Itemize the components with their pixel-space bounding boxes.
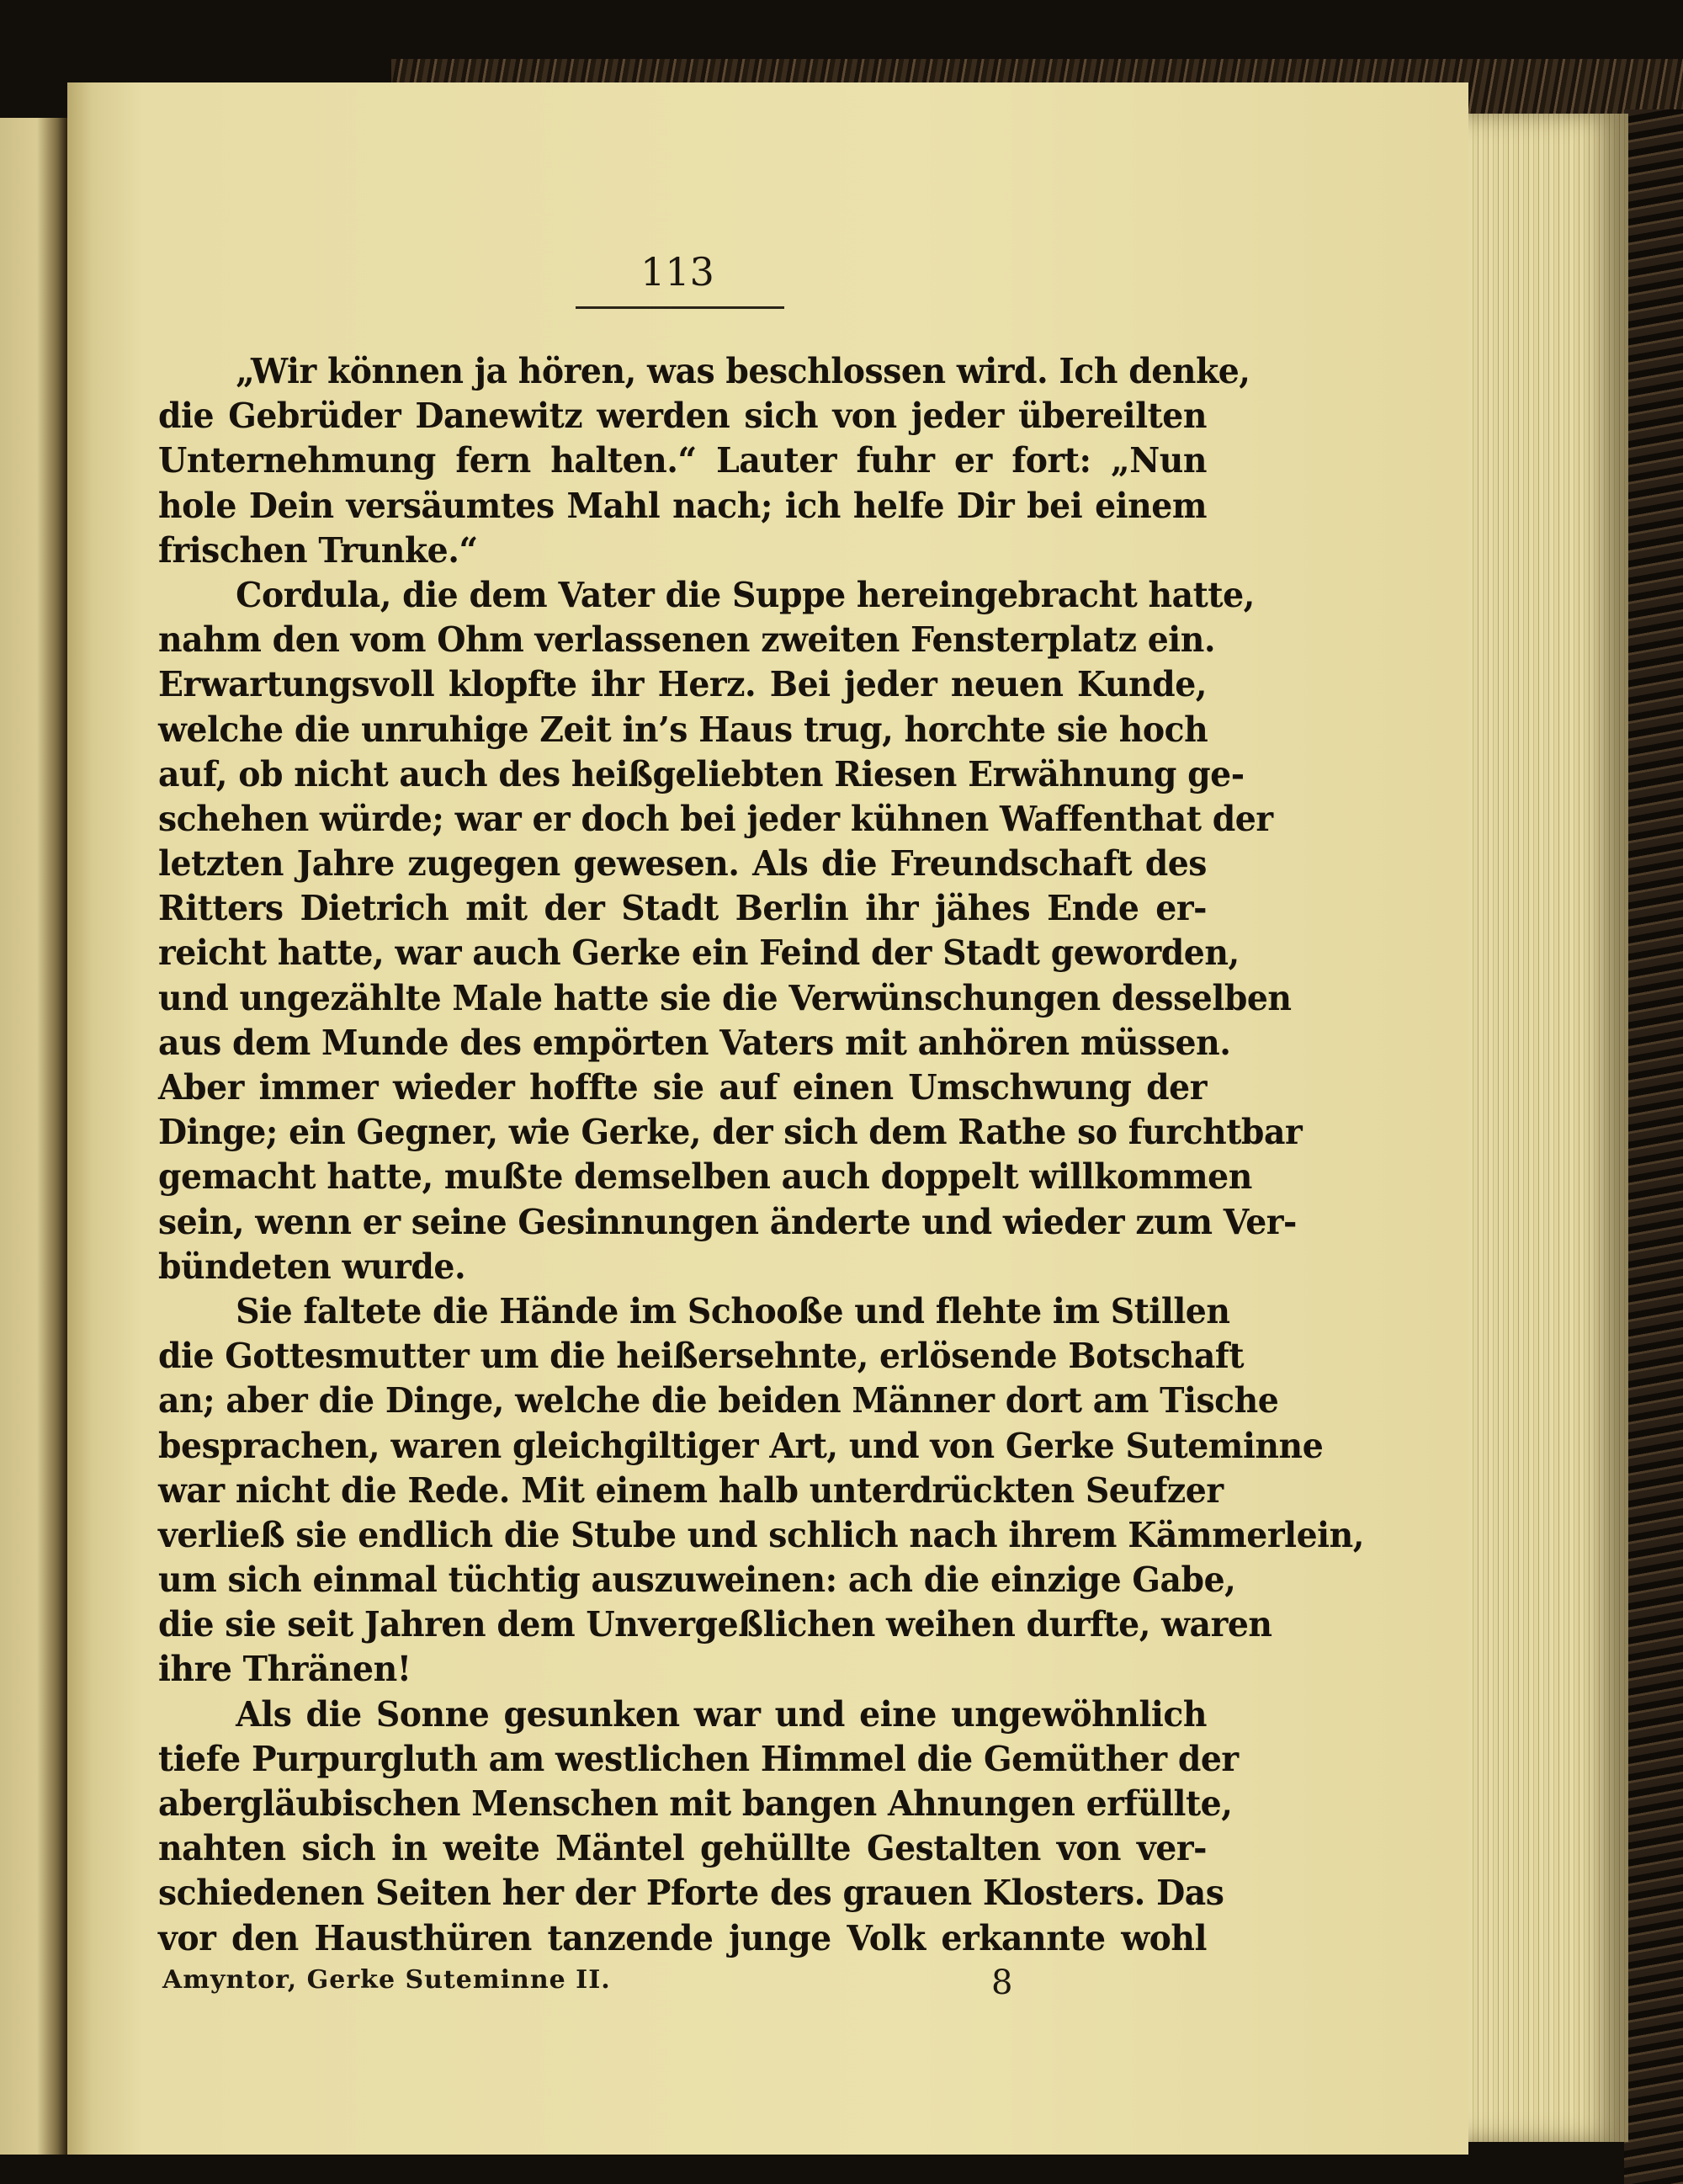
text-line: die sie seit Jahren dem Unvergeßlichen weihen durfte, waren — [158, 1604, 1272, 1645]
text-line: Erwartungsvoll klopfte ihr Herz. Bei jeder neuen Kunde, — [158, 664, 1207, 705]
signature-mark: 8 — [991, 1963, 1013, 2002]
text-line: und ungezählte Male hatte sie die Verwünschungen desselben — [158, 977, 1292, 1018]
text-line: reicht hatte, war auch Gerke ein Feind der Stadt geworden, — [158, 933, 1240, 974]
text-line: schehen würde; war er doch bei jeder kühnen Waffenthat der — [158, 798, 1273, 839]
text-line: die Gebrüder Danewitz werden sich von jeder übereilten — [158, 396, 1207, 437]
text-line: nahten sich in weite Mäntel gehüllte Gestalten von ver- — [158, 1828, 1207, 1869]
body-text — [158, 349, 1364, 1961]
page-stack-edges — [1468, 114, 1628, 2142]
text-line: abergläubischen Menschen mit bangen Ahnungen erfüllte, — [158, 1783, 1233, 1824]
text-line: Cordula, die dem Vater die Suppe hereingebracht hatte, — [236, 574, 1255, 615]
text-line: um sich einmal tüchtig auszuweinen: ach die einzige Gabe, — [158, 1560, 1236, 1601]
text-line: schiedenen Seiten her der Pforte des grauen Klosters. Das — [158, 1873, 1224, 1914]
page-footer — [162, 1965, 1088, 2007]
text-line: hole Dein versäumtes Mahl nach; ich helfe Dir bei einem — [158, 485, 1207, 526]
text-line: vor den Hausthüren tanzende junge Volk erkannte wohl — [158, 1917, 1207, 1958]
text-line: gemacht hatte, mußte demselben auch doppelt willkommen — [158, 1156, 1252, 1198]
text-line: Aber immer wieder hoffte sie auf einen Umschwung der — [158, 1067, 1207, 1108]
text-line: welche die unruhige Zeit in’s Haus trug, horchte sie hoch — [158, 709, 1208, 750]
header-rule — [576, 306, 784, 309]
text-line: an; aber die Dinge, welche die beiden Männer dort am Tische — [158, 1380, 1279, 1421]
text-line: aus dem Munde des empörten Vaters mit anhören müssen. — [158, 1022, 1231, 1063]
text-line: Als die Sonne gesunken war und eine ungewöhnlich — [236, 1693, 1207, 1735]
left-page-edge — [0, 118, 67, 2155]
text-line: die Gottesmutter um die heißersehnte, erlösende Botschaft — [158, 1336, 1245, 1377]
text-line: tiefe Purpurgluth am westlichen Himmel die Gemüther der — [158, 1738, 1239, 1779]
text-line: Dinge; ein Gegner, wie Gerke, der sich dem Rathe so furchtbar — [158, 1112, 1303, 1153]
text-line: Ritters Dietrich mit der Stadt Berlin ihr jähes Ende er- — [158, 888, 1207, 929]
text-line: frischen Trunke.“ — [158, 529, 478, 571]
footer-book-title: Amyntor, Gerke Suteminne II. — [162, 1965, 611, 1995]
text-line: sein, wenn er seine Gesinnungen änderte und wieder zum Ver- — [158, 1201, 1297, 1242]
text-line: nahm den vom Ohm verlassenen zweiten Fensterplatz ein. — [158, 619, 1216, 661]
text-line: war nicht die Rede. Mit einem halb unterdrückten Seufzer — [158, 1469, 1224, 1511]
text-line: Unternehmung fern halten.“ Lauter fuhr er fort: „Nun — [158, 440, 1207, 481]
text-line: Sie faltete die Hände im Schooße und flehte im Stillen — [236, 1290, 1230, 1331]
text-line: besprachen, waren gleichgiltiger Art, und von Gerke Suteminne — [158, 1425, 1324, 1466]
background-book-cover-right — [1624, 109, 1683, 2184]
page-number: 113 — [640, 249, 714, 295]
text-line: verließ sie endlich die Stube und schlich nach ihrem Kämmerlein, — [158, 1514, 1364, 1555]
text-line: letzten Jahre zugegen gewesen. Als die Freundschaft des — [158, 843, 1207, 885]
text-line: auf, ob nicht auch des heißgeliebten Riesen Erwähnung ge- — [158, 753, 1245, 794]
text-line: bündeten wurde. — [158, 1246, 466, 1287]
text-line: „Wir können ja hören, was beschlossen wird. Ich denke, — [236, 351, 1250, 391]
text-line: ihre Thränen! — [158, 1649, 411, 1690]
